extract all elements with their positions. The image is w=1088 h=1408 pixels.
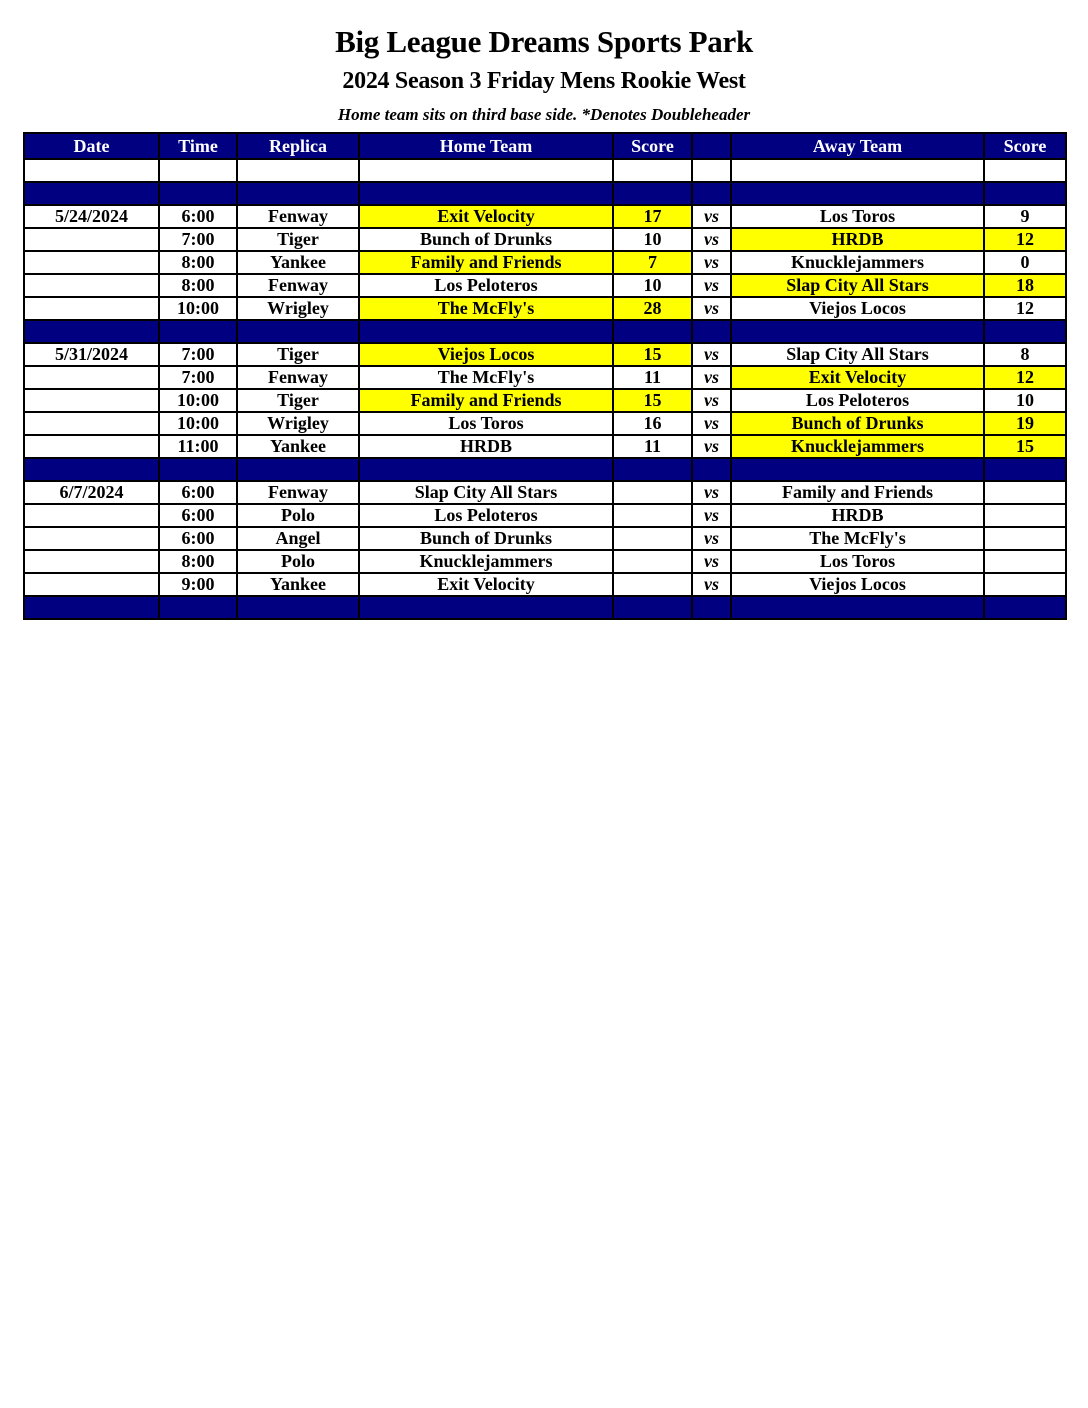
home-score-cell xyxy=(613,159,692,182)
away-score-cell xyxy=(984,182,1066,205)
replica-cell: Fenway xyxy=(237,481,359,504)
col-header-home-score: Score xyxy=(613,133,692,159)
replica-cell xyxy=(237,320,359,343)
time-cell: 6:00 xyxy=(159,205,237,228)
home-score-cell: 11 xyxy=(613,366,692,389)
replica-cell: Polo xyxy=(237,504,359,527)
replica-cell xyxy=(237,182,359,205)
time-cell: 7:00 xyxy=(159,228,237,251)
home-score-cell xyxy=(613,573,692,596)
replica-cell: Tiger xyxy=(237,228,359,251)
replica-cell: Yankee xyxy=(237,573,359,596)
time-cell: 11:00 xyxy=(159,435,237,458)
away-team-cell: Family and Friends xyxy=(731,481,984,504)
home-score-cell: 17 xyxy=(613,205,692,228)
date-cell: 5/31/2024 xyxy=(24,343,159,366)
away-score-cell xyxy=(984,504,1066,527)
replica-cell: Yankee xyxy=(237,435,359,458)
replica-cell: Tiger xyxy=(237,343,359,366)
table-row xyxy=(24,297,1066,320)
replica-cell: Fenway xyxy=(237,205,359,228)
date-cell xyxy=(24,228,159,251)
time-cell xyxy=(159,159,237,182)
away-team-cell: Slap City All Stars xyxy=(731,343,984,366)
away-team-cell xyxy=(731,458,984,481)
col-header-away-team: Away Team xyxy=(731,133,984,159)
replica-cell: Tiger xyxy=(237,389,359,412)
replica-cell xyxy=(237,159,359,182)
away-team-cell: Viejos Locos xyxy=(731,297,984,320)
away-team-cell xyxy=(731,596,984,619)
vs-cell: vs xyxy=(692,205,731,228)
away-team-cell: Los Toros xyxy=(731,205,984,228)
home-team-cell: Family and Friends xyxy=(359,251,613,274)
date-cell xyxy=(24,182,159,205)
away-score-cell xyxy=(984,458,1066,481)
date-cell: 5/24/2024 xyxy=(24,205,159,228)
home-score-cell: 7 xyxy=(613,251,692,274)
away-team-cell: HRDB xyxy=(731,504,984,527)
separator-row xyxy=(24,182,1066,205)
home-score-cell: 28 xyxy=(613,297,692,320)
away-team-cell: Knucklejammers xyxy=(731,435,984,458)
vs-cell: vs xyxy=(692,228,731,251)
away-score-cell xyxy=(984,527,1066,550)
away-score-cell: 0 xyxy=(984,251,1066,274)
away-team-cell: Exit Velocity xyxy=(731,366,984,389)
away-team-cell xyxy=(731,182,984,205)
table-row xyxy=(24,550,1066,573)
time-cell: 10:00 xyxy=(159,297,237,320)
away-score-cell: 10 xyxy=(984,389,1066,412)
page-title: Big League Dreams Sports Park xyxy=(335,24,753,59)
time-cell xyxy=(159,458,237,481)
time-cell: 8:00 xyxy=(159,274,237,297)
home-score-cell xyxy=(613,550,692,573)
away-score-cell: 9 xyxy=(984,205,1066,228)
vs-cell xyxy=(692,320,731,343)
col-header-home-team: Home Team xyxy=(359,133,613,159)
table-row xyxy=(24,435,1066,458)
home-team-cell xyxy=(359,320,613,343)
home-score-cell xyxy=(613,504,692,527)
away-team-cell: HRDB xyxy=(731,228,984,251)
home-team-cell xyxy=(359,182,613,205)
away-score-cell xyxy=(984,573,1066,596)
table-row xyxy=(24,366,1066,389)
away-team-cell xyxy=(731,320,984,343)
home-score-cell xyxy=(613,182,692,205)
vs-cell: vs xyxy=(692,573,731,596)
time-cell: 8:00 xyxy=(159,251,237,274)
away-score-cell: 12 xyxy=(984,228,1066,251)
date-cell: 6/7/2024 xyxy=(24,481,159,504)
col-header-replica: Replica xyxy=(237,133,359,159)
home-score-cell xyxy=(613,458,692,481)
table-row xyxy=(24,412,1066,435)
home-team-cell: The McFly's xyxy=(359,297,613,320)
away-score-cell: 18 xyxy=(984,274,1066,297)
vs-cell xyxy=(692,159,731,182)
date-cell xyxy=(24,297,159,320)
home-team-cell: Los Peloteros xyxy=(359,274,613,297)
replica-cell: Fenway xyxy=(237,274,359,297)
home-team-cell: Family and Friends xyxy=(359,389,613,412)
schedule-body xyxy=(24,159,1066,619)
col-header-vs xyxy=(692,133,731,159)
page-note: Home team sits on third base side. *Denotes Doubleheader xyxy=(337,105,751,124)
table-row xyxy=(24,343,1066,366)
home-team-cell: Knucklejammers xyxy=(359,550,613,573)
home-team-cell: Viejos Locos xyxy=(359,343,613,366)
home-score-cell: 11 xyxy=(613,435,692,458)
vs-cell xyxy=(692,182,731,205)
home-score-cell xyxy=(613,527,692,550)
home-team-cell: Bunch of Drunks xyxy=(359,527,613,550)
away-score-cell xyxy=(984,596,1066,619)
home-score-cell: 15 xyxy=(613,389,692,412)
away-team-cell: Slap City All Stars xyxy=(731,274,984,297)
replica-cell: Wrigley xyxy=(237,412,359,435)
vs-cell: vs xyxy=(692,274,731,297)
home-score-cell xyxy=(613,596,692,619)
date-cell xyxy=(24,550,159,573)
away-score-cell: 12 xyxy=(984,366,1066,389)
schedule-table xyxy=(23,132,1067,620)
replica-cell: Yankee xyxy=(237,251,359,274)
time-cell xyxy=(159,596,237,619)
home-team-cell xyxy=(359,596,613,619)
away-score-cell xyxy=(984,320,1066,343)
away-score-cell: 12 xyxy=(984,297,1066,320)
home-score-cell xyxy=(613,320,692,343)
home-team-cell: Exit Velocity xyxy=(359,205,613,228)
date-cell xyxy=(24,251,159,274)
table-row xyxy=(24,228,1066,251)
page-subtitle: 2024 Season 3 Friday Mens Rookie West xyxy=(342,68,746,94)
home-team-cell: HRDB xyxy=(359,435,613,458)
home-team-cell: Los Peloteros xyxy=(359,504,613,527)
time-cell: 6:00 xyxy=(159,481,237,504)
vs-cell: vs xyxy=(692,481,731,504)
table-row xyxy=(24,504,1066,527)
away-score-cell: 8 xyxy=(984,343,1066,366)
away-team-cell: Los Peloteros xyxy=(731,389,984,412)
separator-row xyxy=(24,596,1066,619)
away-score-cell xyxy=(984,550,1066,573)
date-cell xyxy=(24,389,159,412)
vs-cell: vs xyxy=(692,389,731,412)
away-score-cell xyxy=(984,481,1066,504)
home-team-cell: Bunch of Drunks xyxy=(359,228,613,251)
home-score-cell: 16 xyxy=(613,412,692,435)
date-cell xyxy=(24,366,159,389)
away-team-cell xyxy=(731,159,984,182)
date-cell xyxy=(24,159,159,182)
home-score-cell: 10 xyxy=(613,274,692,297)
vs-cell: vs xyxy=(692,550,731,573)
vs-cell xyxy=(692,458,731,481)
time-cell: 7:00 xyxy=(159,343,237,366)
away-score-cell: 15 xyxy=(984,435,1066,458)
vs-cell: vs xyxy=(692,435,731,458)
vs-cell: vs xyxy=(692,251,731,274)
table-row xyxy=(24,205,1066,228)
home-team-cell xyxy=(359,458,613,481)
table-row xyxy=(24,251,1066,274)
away-team-cell: Los Toros xyxy=(731,550,984,573)
date-cell xyxy=(24,504,159,527)
away-score-cell xyxy=(984,159,1066,182)
time-cell xyxy=(159,182,237,205)
date-cell xyxy=(24,274,159,297)
time-cell: 10:00 xyxy=(159,412,237,435)
replica-cell: Angel xyxy=(237,527,359,550)
blank-row xyxy=(24,159,1066,182)
time-cell: 6:00 xyxy=(159,504,237,527)
vs-cell: vs xyxy=(692,297,731,320)
date-cell xyxy=(24,573,159,596)
away-score-cell: 19 xyxy=(984,412,1066,435)
home-score-cell: 15 xyxy=(613,343,692,366)
table-row xyxy=(24,573,1066,596)
time-cell: 10:00 xyxy=(159,389,237,412)
home-score-cell: 10 xyxy=(613,228,692,251)
col-header-time: Time xyxy=(159,133,237,159)
table-header-row xyxy=(24,133,1066,159)
vs-cell: vs xyxy=(692,343,731,366)
away-team-cell: Knucklejammers xyxy=(731,251,984,274)
home-team-cell: Exit Velocity xyxy=(359,573,613,596)
replica-cell xyxy=(237,458,359,481)
table-row xyxy=(24,274,1066,297)
replica-cell: Polo xyxy=(237,550,359,573)
replica-cell xyxy=(237,596,359,619)
table-row xyxy=(24,481,1066,504)
table-row xyxy=(24,389,1066,412)
away-team-cell: Viejos Locos xyxy=(731,573,984,596)
col-header-away-score: Score xyxy=(984,133,1066,159)
vs-cell: vs xyxy=(692,527,731,550)
date-cell xyxy=(24,596,159,619)
time-cell: 6:00 xyxy=(159,527,237,550)
separator-row xyxy=(24,458,1066,481)
table-row xyxy=(24,527,1066,550)
vs-cell: vs xyxy=(692,504,731,527)
away-team-cell: The McFly's xyxy=(731,527,984,550)
home-team-cell: The McFly's xyxy=(359,366,613,389)
away-team-cell: Bunch of Drunks xyxy=(731,412,984,435)
date-cell xyxy=(24,527,159,550)
time-cell: 8:00 xyxy=(159,550,237,573)
home-team-cell: Slap City All Stars xyxy=(359,481,613,504)
time-cell: 7:00 xyxy=(159,366,237,389)
time-cell xyxy=(159,320,237,343)
vs-cell: vs xyxy=(692,366,731,389)
home-score-cell xyxy=(613,481,692,504)
separator-row xyxy=(24,320,1066,343)
date-cell xyxy=(24,435,159,458)
date-cell xyxy=(24,412,159,435)
vs-cell xyxy=(692,596,731,619)
date-cell xyxy=(24,458,159,481)
home-team-cell xyxy=(359,159,613,182)
replica-cell: Fenway xyxy=(237,366,359,389)
date-cell xyxy=(24,320,159,343)
replica-cell: Wrigley xyxy=(237,297,359,320)
col-header-date: Date xyxy=(24,133,159,159)
home-team-cell: Los Toros xyxy=(359,412,613,435)
time-cell: 9:00 xyxy=(159,573,237,596)
vs-cell: vs xyxy=(692,412,731,435)
